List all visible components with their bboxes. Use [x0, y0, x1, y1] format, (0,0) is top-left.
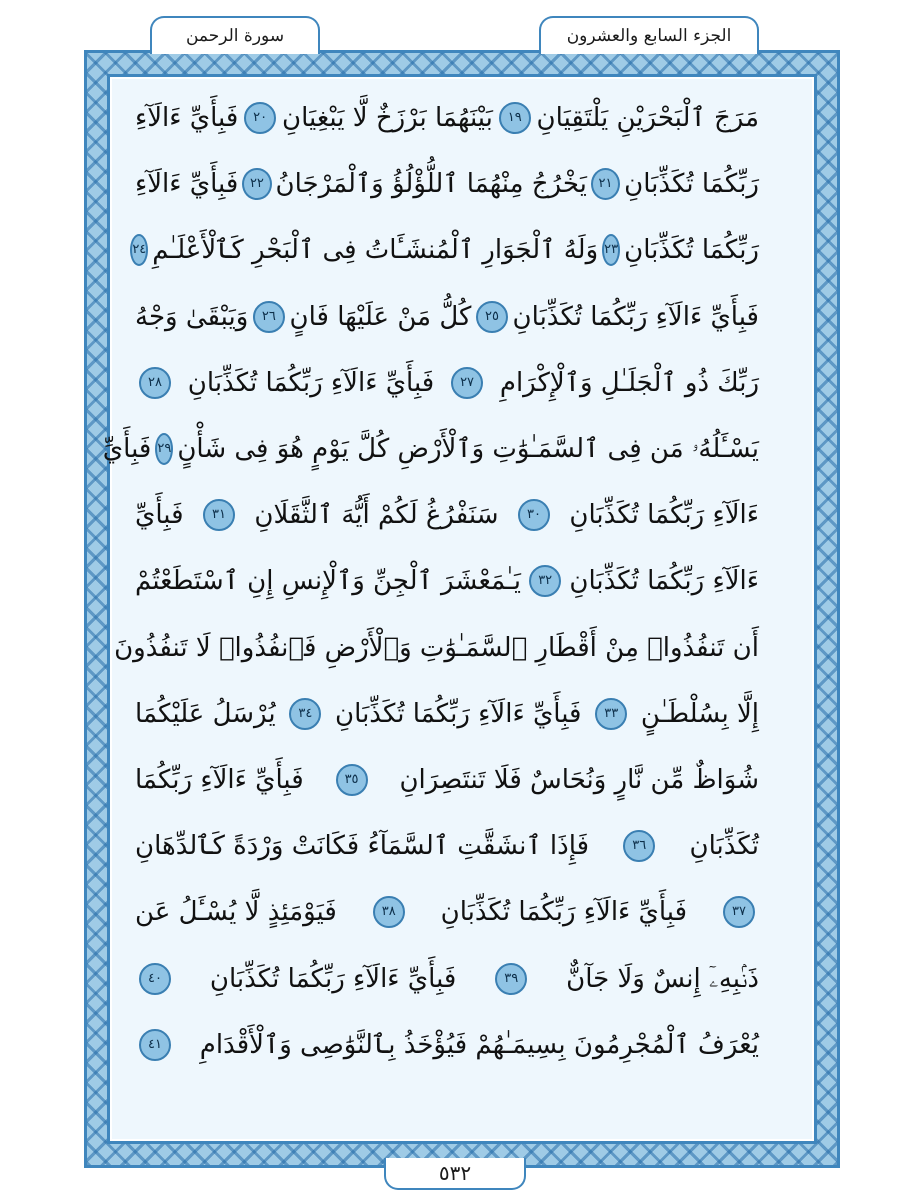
verse-line: [114, 628, 759, 668]
verse-text: رَبِّكُمَا تُكَذِّبَانِ: [624, 235, 759, 266]
ayah-marker-icon: ٣٦: [623, 830, 655, 862]
verse-line: [135, 363, 759, 403]
verse-line: [135, 1025, 759, 1065]
verse-text: فَبِأَيِّ ءَالَآءِ رَبِّكُمَا تُكَذِّبَانِ: [512, 301, 759, 332]
ayah-marker-icon: ٢٩: [155, 433, 173, 465]
verse-text: يَسْـَٔلُهُۥ مَن فِى ٱلسَّمَـٰوَٰتِ وَٱلْأَرْضِ كُلَّ يَوْمٍ هُوَ فِى شَأْنٍ: [177, 434, 759, 464]
verse-line: [135, 561, 759, 601]
verse-text: وَلَهُ ٱلْجَوَارِ ٱلْمُنشَـَٔاتُ فِى ٱلْبَحْرِ كَٱلْأَعْلَـٰمِ: [152, 235, 599, 266]
verse-text: يُعْرَفُ ٱلْمُجْرِمُونَ بِسِيمَـٰهُمْ فَيُؤْخَذُ بِٱلنَّوَٰصِى وَٱلْأَقْدَامِ: [199, 1029, 759, 1060]
verse-text: فَبِأَيِّ ءَالَآءِ رَبِّكُمَا تُكَذِّبَانِ: [209, 963, 457, 994]
ayah-marker-icon: ٤١: [139, 1029, 171, 1061]
ayah-marker-icon: ٣٩: [495, 963, 527, 995]
verse-line: [135, 164, 759, 204]
ayah-marker-icon: ٤٠: [139, 963, 171, 995]
verse-text: يَـٰمَعْشَرَ ٱلْجِنِّ وَٱلْإِنسِ إِنِ ٱسْتَطَعْتُمْ: [135, 566, 521, 597]
ayah-marker-icon: ٢٦: [253, 301, 285, 333]
verse-text: فَبِأَيِّ ءَالَآءِ: [135, 103, 239, 133]
ayah-marker-icon: ٣٤: [289, 698, 321, 730]
verse-text: فَبِأَيِّ: [102, 434, 152, 464]
verse-text: فَبِأَيِّ ءَالَآءِ رَبِّكُمَا تُكَذِّبَانِ: [187, 367, 435, 398]
ayah-marker-icon: ٢٥: [476, 301, 508, 333]
verse-text: فَبِأَيِّ ءَالَآءِ رَبِّكُمَا: [135, 765, 304, 795]
verse-text: فَيَوْمَئِذٍ لَّا يُسْـَٔلُ عَن: [135, 897, 337, 928]
verse-text: بَيْنَهُمَا بَرْزَخٌ لَّا يَبْغِيَانِ: [281, 103, 493, 133]
page-number: ٥٣٢: [384, 1158, 526, 1190]
ayah-marker-icon: ٢٨: [139, 367, 171, 399]
verse-text: ذَنۢبِهِۦٓ إِنسٌ وَلَا جَآنٌّ: [566, 963, 759, 994]
verse-text: فَبِأَيِّ ءَالَآءِ رَبِّكُمَا تُكَذِّبَانِ: [440, 897, 688, 928]
verse-line: [135, 98, 759, 138]
verse-line: [135, 760, 759, 800]
verse-text: رَبِّكُمَا تُكَذِّبَانِ: [624, 169, 759, 200]
verse-text: فَبِأَيِّ ءَالَآءِ: [135, 169, 239, 200]
verse-text: يُرْسَلُ عَلَيْكُمَا: [135, 698, 276, 729]
verse-line: [132, 230, 759, 270]
ayah-marker-icon: ٣٨: [373, 896, 405, 928]
verse-text: فَبِأَيِّ ءَالَآءِ رَبِّكُمَا تُكَذِّبَانِ: [335, 698, 582, 729]
ayah-marker-icon: ٣٢: [529, 565, 561, 597]
ayah-marker-icon: ٢١: [591, 168, 620, 200]
surah-title: سورة الرحمن: [150, 16, 320, 54]
ayah-marker-icon: ٢٤: [130, 234, 148, 266]
ayah-marker-icon: ٣٠: [518, 499, 550, 531]
ayah-marker-icon: ١٩: [499, 102, 531, 134]
ayah-marker-icon: ٢٢: [242, 168, 271, 200]
verse-text: أَن تَنفُذُوا۟ مِنْ أَقْطَارِ ٱلسَّمَـٰوَٰتِ وَٱلْأَرْضِ فَٱنفُذُوا۟ لَا تَنفُذُونَ: [114, 632, 759, 663]
verse-text: تُكَذِّبَانِ: [689, 831, 759, 862]
verse-line: [135, 892, 759, 932]
ayah-marker-icon: ٣٥: [336, 764, 368, 796]
verse-line: [135, 694, 759, 734]
verse-text: ءَالَآءِ رَبِّكُمَا تُكَذِّبَانِ: [569, 566, 759, 597]
ayah-marker-icon: ٢٠: [244, 102, 276, 134]
ayah-marker-icon: ٣٧: [723, 896, 755, 928]
ayah-marker-icon: ٣١: [203, 499, 235, 531]
ayah-marker-icon: ٢٣: [602, 234, 620, 266]
juz-title: الجزء السابع والعشرون: [539, 16, 759, 54]
verse-text: وَيَبْقَىٰ وَجْهُ: [135, 301, 249, 332]
ayah-marker-icon: ٣٣: [595, 698, 627, 730]
verse-text: ءَالَآءِ رَبِّكُمَا تُكَذِّبَانِ: [569, 500, 759, 531]
ayah-marker-icon: ٢٧: [451, 367, 483, 399]
verse-text: فَبِأَيِّ: [135, 500, 184, 531]
verse-text: يَخْرُجُ مِنْهُمَا ٱللُّؤْلُؤُ وَٱلْمَرْجَانُ: [275, 169, 587, 200]
verse-text: شُوَاظٌ مِّن نَّارٍ وَنُحَاسٌ فَلَا تَنتَصِرَانِ: [399, 765, 759, 795]
verse-line: [135, 495, 759, 535]
verse-text: فَإِذَا ٱنشَقَّتِ ٱلسَّمَآءُ فَكَانَتْ وَرْدَةً كَٱلدِّهَانِ: [135, 831, 590, 862]
verse-line: [102, 429, 759, 469]
verse-line: [135, 297, 759, 337]
verse-text: سَنَفْرُغُ لَكُمْ أَيُّهَ ٱلثَّقَلَانِ: [254, 500, 499, 531]
verse-line: [135, 959, 759, 999]
verse-line: [135, 826, 759, 866]
verse-text: إِلَّا بِسُلْطَـٰنٍ: [640, 698, 759, 729]
verse-text: كُلُّ مَنْ عَلَيْهَا فَانٍ: [289, 301, 472, 332]
verse-text: مَرَجَ ٱلْبَحْرَيْنِ يَلْتَقِيَانِ: [536, 103, 759, 133]
verse-text: رَبِّكَ ذُو ٱلْجَلَـٰلِ وَٱلْإِكْرَامِ: [499, 367, 759, 398]
